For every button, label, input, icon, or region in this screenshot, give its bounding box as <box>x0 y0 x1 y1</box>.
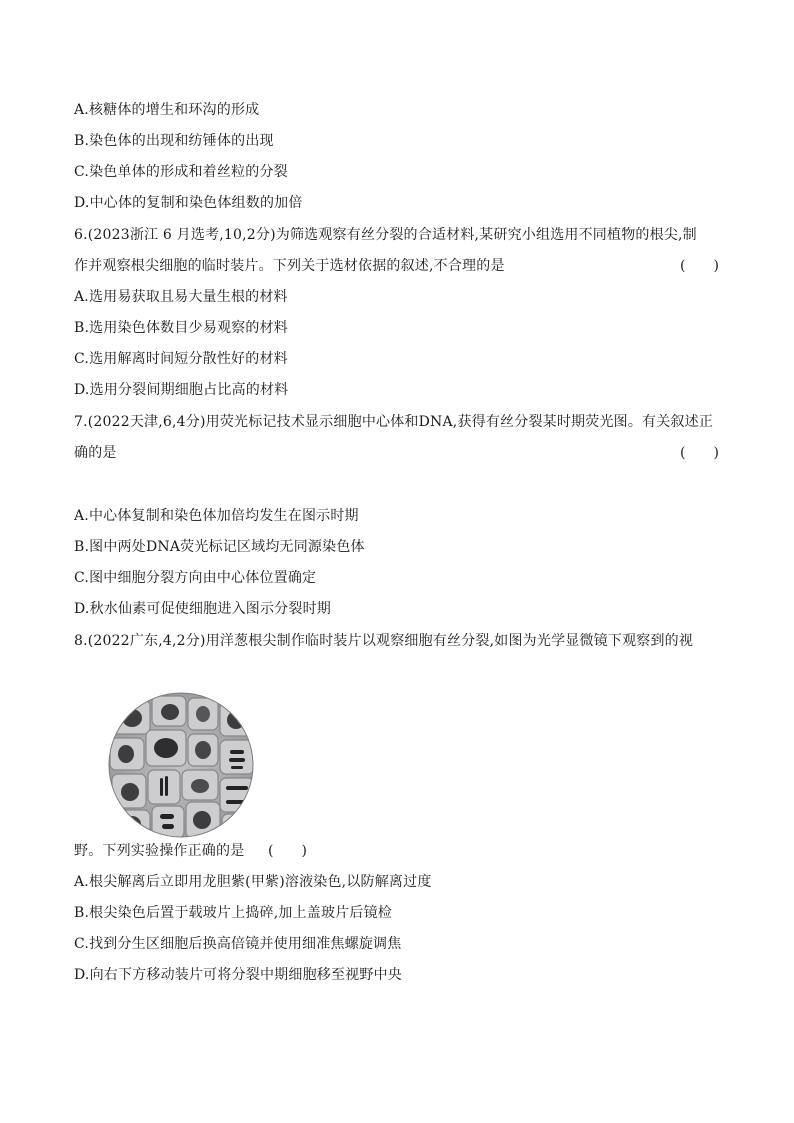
q8-option-a: A.根尖解离后立即用龙胆紫(甲紫)溶液染色,以防解离过度 <box>74 874 432 890</box>
q8-stem-line2: 野。下列实验操作正确的是 <box>74 843 245 859</box>
q5-option-b: B.染色体的出现和纺锤体的出现 <box>74 133 274 149</box>
q8-answer-blank: ( ) <box>268 843 307 859</box>
q7-option-c: C.图中细胞分裂方向由中心体位置确定 <box>74 570 317 586</box>
q7-option-a: A.中心体复制和染色体加倍均发生在图示时期 <box>74 508 359 524</box>
q6-option-b: B.选用染色体数目少易观察的材料 <box>74 320 288 336</box>
q6-option-d: D.选用分裂间期细胞占比高的材料 <box>74 382 289 398</box>
q8-option-c: C.找到分生区细胞后换高倍镜并使用细准焦螺旋调焦 <box>74 936 402 952</box>
q7-stem-line1: 7.(2022天津,6,4分)用荧光标记技术显示细胞中心体和DNA,获得有丝分裂某时期荧光图。有关叙述正 <box>74 414 714 430</box>
q6-stem-line2: 作并观察根尖细胞的临时装片。下列关于选材依据的叙述,不合理的是 <box>74 258 505 274</box>
q7-stem-line2: 确的是 <box>74 445 117 461</box>
q7-option-b: B.图中两处DNA荧光标记区域均无同源染色体 <box>74 539 365 555</box>
q7-answer-blank: ( ) <box>680 445 719 461</box>
q6-stem-line1: 6.(2023浙江 6 月选考,10,2分)为筛选观察有丝分裂的合适材料,某研究小组选用不同植物的根尖,制 <box>74 227 697 243</box>
q8-option-b: B.根尖染色后置于载玻片上捣碎,加上盖玻片后镜检 <box>74 905 392 921</box>
q6-option-a: A.选用易获取且易大量生根的材料 <box>74 289 288 305</box>
microscope-field-image <box>108 692 254 838</box>
q5-option-c: C.染色单体的形成和着丝粒的分裂 <box>74 164 288 180</box>
q6-answer-blank: ( ) <box>680 258 719 274</box>
q7-option-d: D.秋水仙素可促使细胞进入图示分裂时期 <box>74 601 331 617</box>
q5-option-a: A.核糖体的增生和环沟的形成 <box>74 102 260 118</box>
q8-stem-line1: 8.(2022广东,4,2分)用洋葱根尖制作临时装片以观察细胞有丝分裂,如图为光学显微镜下观察到的视 <box>74 633 694 649</box>
q8-option-d: D.向右下方移动装片可将分裂中期细胞移至视野中央 <box>74 967 402 983</box>
q6-option-c: C.选用解离时间短分散性好的材料 <box>74 351 288 367</box>
q5-option-d: D.中心体的复制和染色体组数的加倍 <box>74 195 303 211</box>
